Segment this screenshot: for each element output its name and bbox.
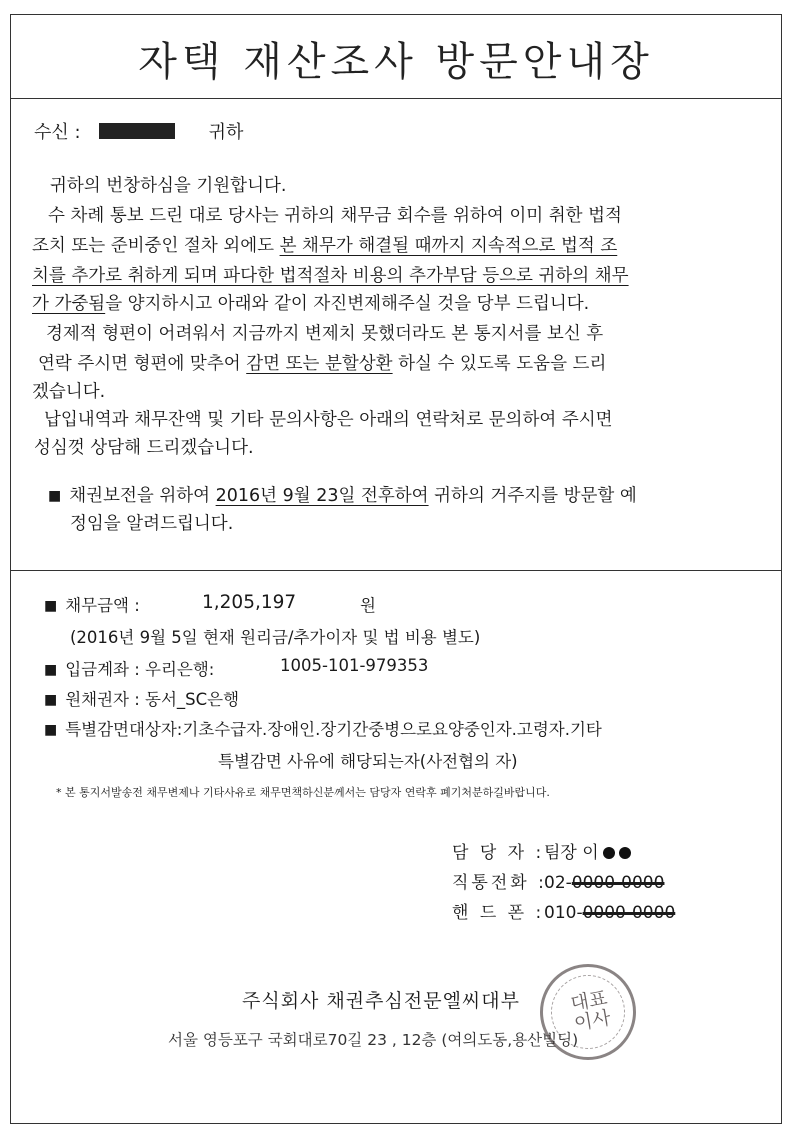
square-bullet-icon: ■	[44, 662, 58, 678]
square-bullet-icon: ■	[44, 692, 58, 708]
section-divider	[10, 570, 782, 571]
recipient-label: 수신 :	[34, 122, 81, 143]
direct-phone-row	[452, 868, 664, 893]
company-name: 주식회사 채권추심전문엘씨대부	[242, 990, 520, 1012]
greeting: 귀하의 번창하심을 기원합니다.	[50, 176, 287, 196]
paragraph-2-line-1: 경제적 형편이 어려워서 지금까지 변제치 못했더라도 본 통지서를 보신 후	[46, 324, 604, 344]
paragraph-2-line-2: 연락 주시면 형편에 맞추어 감면 또는 분할상환 하실 수 있도록 도움을 드리	[38, 354, 607, 374]
debt-amount: 1,205,197	[202, 592, 297, 613]
company-seal-stamp	[540, 964, 636, 1060]
document-title: 자택 재산조사 방문안내장	[138, 39, 654, 85]
manager-label: 담 당 자 :	[452, 843, 545, 863]
special-reduction-row	[44, 716, 784, 740]
manager-value: 팀장 이	[544, 843, 599, 863]
debt-label: 채무금액 :	[65, 596, 140, 615]
mobile-phone-label: 핸 드 폰 :	[452, 903, 545, 923]
company-address: 서울 영등포구 국회대로70길 23 , 12층 (여의도동,용산빌딩)	[168, 1031, 579, 1049]
paragraph-1-line-1: 수 차례 통보 드린 대로 당사는 귀하의 채무금 회수를 위하여 이미 취한 법적	[48, 206, 622, 226]
direct-phone-label: 직통전화 :	[452, 873, 547, 893]
debt-unit: 원	[360, 596, 376, 615]
visit-notice-line-1: ■ 채권보전을 위하여 2016년 9월 23일 전후하여 귀하의 거주지를 방문할 예	[48, 486, 637, 506]
creditor-text: 원채권자 : 동서_SC은행	[65, 690, 240, 709]
debt-amount-row	[44, 592, 784, 616]
creditor-row	[44, 686, 784, 710]
mobile-phone-prefix: 010-	[544, 903, 583, 923]
disposal-note: * 본 통지서발송전 채무변제나 기타사유로 채무면책하신분께서는 담당자 연락후 폐기처분하길바랍니다.	[56, 786, 550, 799]
debt-note: (2016년 9월 5일 현재 원리금/추가이자 및 법 비용 별도)	[70, 628, 481, 647]
paragraph-1-line-2: 조치 또는 준비중인 절차 외에도 본 채무가 해결될 때까지 지속적으로 법적 조	[32, 236, 618, 256]
square-bullet-icon: ■	[48, 488, 62, 504]
mobile-phone-row	[452, 898, 675, 923]
underlined-text: 감면 또는 분할상환	[246, 354, 393, 374]
paragraph-3-line-2: 성심껏 상담해 드리겠습니다.	[34, 438, 254, 458]
underlined-text: 본 채무가 해결될 때까지 지속적으로 법적 조	[279, 236, 618, 256]
paragraph-3-line-1: 납입내역과 채무잔액 및 기타 문의사항은 아래의 연락처로 문의하여 주시면	[44, 410, 613, 430]
paragraph-1-line-3: 치를 추가로 취하게 되며 파다한 법적절차 비용의 추가부담 등으로 귀하의 채무	[32, 266, 629, 286]
visit-date: 2016년 9월 23일 전후하여	[215, 486, 429, 506]
visit-notice-line-2: 정임을 알려드립니다.	[70, 514, 234, 534]
direct-phone-prefix: 02-	[544, 873, 572, 893]
mobile-phone-redacted: 0000-0000	[582, 903, 676, 923]
underlined-text: 가 가중됨	[32, 294, 106, 314]
title-divider	[10, 98, 782, 99]
account-label: 입금계좌 : 우리은행:	[65, 660, 215, 679]
direct-phone-redacted: 0000-0000	[571, 873, 665, 893]
special-reduction-text: 특별감면대상자:기초수급자.장애인.장기간중병으로요양중인자.고령자.기타	[65, 720, 602, 739]
paragraph-1-line-4: 가 가중됨을 양지하시고 아래와 같이 자진변제해주실 것을 당부 드립니다.	[32, 294, 590, 314]
recipient-line	[34, 118, 243, 144]
square-bullet-icon: ■	[44, 722, 58, 738]
recipient-suffix: 귀하	[208, 122, 244, 143]
special-reduction-line-2: 특별감면 사유에 해당되는자(사전협의 자)	[218, 752, 518, 771]
account-number: 1005-101-979353	[280, 656, 429, 675]
redaction-blot	[603, 847, 615, 859]
manager-row	[452, 838, 631, 863]
redacted-name	[99, 123, 175, 139]
account-row	[44, 656, 784, 680]
seal-text: 대표이사	[568, 987, 613, 1035]
paragraph-2-line-3: 겠습니다.	[32, 382, 106, 402]
square-bullet-icon: ■	[44, 598, 58, 614]
redaction-blot	[619, 847, 631, 859]
